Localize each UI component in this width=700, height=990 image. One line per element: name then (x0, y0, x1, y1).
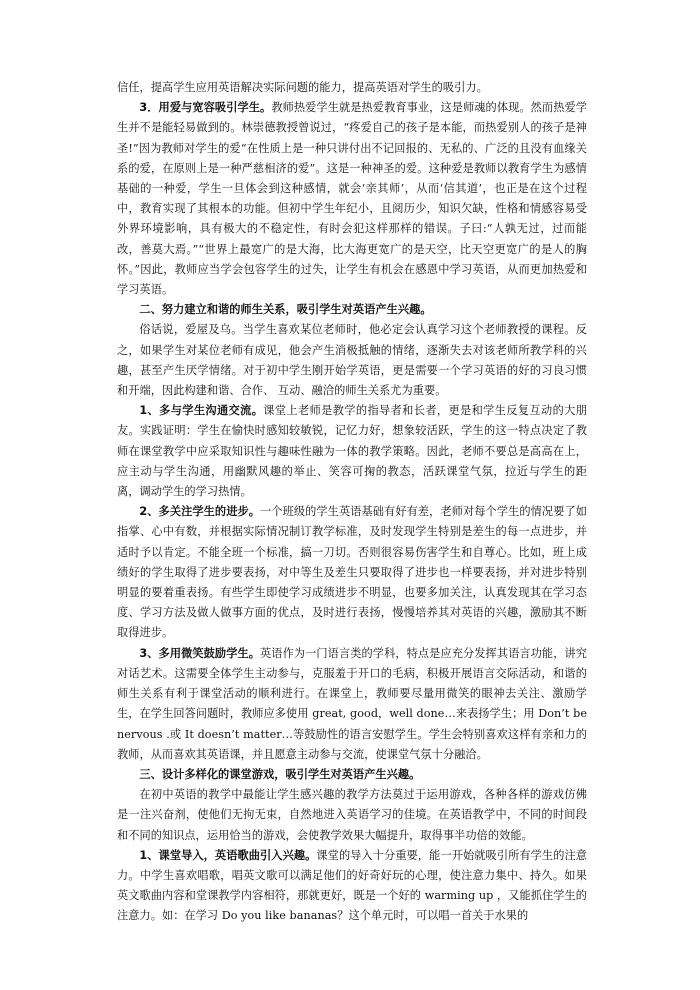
paragraph-continuation (117, 78, 587, 98)
paragraph-love-tolerance (117, 98, 587, 300)
paragraph-text: 在初中英语的教学中最能让学生感兴趣的教学方法莫过于运用游戏，各种各样的游戏仿佛是一注兴奋剂，使他们无拘无束，自然地进入英语学习的佳境。在英语教学中，不同的时间段和不同的知识点，运用恰当的游戏，会使教学效果大幅提升，取得事半功倍的效能。 (117, 788, 587, 842)
paragraph-text: 课堂的导入十分重要，能一开始就吸引所有学生的注意力。中学生喜欢唱歌，唱英文歌可以满足他们的好奇好玩的心理，使注意力集中、持久。如果英文歌曲内容和堂课教学内容相符，那就更好，既是一个好的 warming up ，又能抓住学生的注意力。如：在学习 Do you like bananas？这个单元时，可以唱一首关于水果的 (117, 848, 587, 923)
paragraph-lead: 1、多与学生沟通交流。 (139, 404, 264, 418)
paragraph-games (117, 785, 587, 846)
paragraph-lead-in (117, 846, 587, 927)
paragraph-lead: 3、多用微笑鼓励学生。 (139, 646, 261, 660)
section-heading-2: 二、努力建立和谐的师生关系，吸引学生对英语产生兴趣。 (139, 303, 432, 317)
paragraph-lead: 2、多关注学生的进步。 (139, 505, 261, 519)
paragraph-text: 一个班级的学生英语基础有好有差，老师对每个学生的情况要了如指掌、心中有数，并根据实际情况制订教学标准，及时发现学生特别是差生的每一点进步，并适时予以肯定。不能全班一个标准，搞一刀切。否则很容易伤害学生和自尊心。比如，班上成绩好的学生取得了进步要表扬，对中等生及差生只要取得了进步也一样要表扬，并对进步特别明显的要着重表扬。有些学生即使学习成绩进步不明显，也要多加关注，认真发现其在学习态度、学习方法及做人做事方面的优点，及时进行表扬，慢慢培养其对英语的兴趣，激励其不断取得进步。 (117, 505, 587, 640)
paragraph-text: 俗话说，爱屋及乌。当学生喜欢某位老师时，他必定会认真学习这个老师教授的课程。反之，如果学生对某位老师有成见，他会产生消极抵触的情绪，逐渐失去对该老师所教学科的兴趣，甚至产生厌学情绪。对于初中学生刚开始学英语，更是需要一个学习英语的好的习良习惯和开端，因此构建和谐、合作、 互动、融洽的师生关系尤为重要。 (117, 323, 587, 398)
paragraph-lead: 1、课堂导入，英语歌曲引入兴趣。 (139, 848, 317, 862)
paragraph-proverb (117, 320, 587, 401)
paragraph-text: 教师热爱学生就是热爱教育事业，这是师魂的体现。然而热爱学生并不是能轻易做到的。林崇德教授曾说过，“疼爱自己的孩子是本能，而热爱别人的孩子是神圣!”因为教师对学生的爱“在性质上是一种只讲付出不记回报的、无私的、广泛的且没有血缘关系的爱，在原则上是一种严慈相济的爱”。这是一种神圣的爱。这种爱是教师以教育学生为感情基础的一种爱，学生一旦体会到这种感情，就会‘亲其师’，从而‘信其道’，也正是在这个过程中，教育实现了其根本的功能。但初中学生年纪小，且阅历少，知识欠缺，性格和情感容易受外界环境影响，具有极大的不稳定性，有时会犯这样那样的错误。子曰:“人孰无过，过而能改，善莫大焉。”“世界上最宽广的是大海，比大海更宽广的是天空，比天空更宽广的是人的胸怀。”因此，教师应当学会包容学生的过失，让学生有机会在感恩中学习英语，从而更加热爱和学习英语。 (117, 101, 588, 297)
section-heading-3: 三、设计多样化的课堂游戏，吸引学生对英语产生兴趣。 (139, 767, 421, 781)
paragraph-text: 英语作为一门语言类的学科，特点是应充分发挥其语言功能，讲究对话艺术。这需要全体学生主动参与，克服羞于开口的毛病，积极开展语言交际活动，和谐的师生关系有利于课堂活动的顺利进行。在课堂上，教师要尽量用微笑的眼神去关注、激励学生，在学生回答问题时，教师应多使用 great, good，well done…来表扬学生；用 Don’t be nervous .或 It doesn’t matter…等鼓励性的语言安慰学生。学生会特别喜欢这样有亲和力的教师，从而喜欢其英语课，并且愿意主动参与交流，使课堂气氛十分融洽。 (117, 646, 587, 761)
paragraph-lead: 3．用爱与宽容吸引学生。 (139, 101, 272, 115)
paragraph-smile (117, 644, 587, 765)
paragraph-progress (117, 502, 587, 643)
paragraph-text: 课堂上老师是教学的指导者和长者，更是和学生反复互动的大朋友。实践证明：学生在愉快时感知较敏锐，记忆力好，想象较活跃，学生的这一特点决定了教师在课堂教学中应采取知识性与趣味性融为一体的教学策略。因此，老师不要总是高高在上，应主动与学生沟通，用幽默风趣的举止、笑容可掬的教态，活跃课堂气氛，拉近与学生的距离，调动学生的学习热情。 (117, 404, 587, 499)
paragraph-text: 信任，提高学生应用英语解决实际问题的能力，提高英语对学生的吸引力。 (117, 81, 488, 94)
document-body (117, 78, 587, 927)
paragraph-communication (117, 401, 587, 502)
